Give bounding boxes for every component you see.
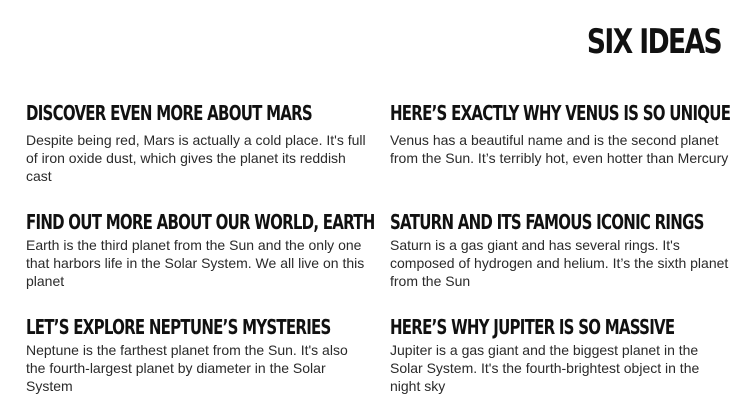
idea-neptune [26,315,366,395]
idea-earth [26,210,375,290]
idea-body: Saturn is a gas giant and has several rings. It's composed of hydrogen and helium. It’s the sixth planet from the Sun [390,237,729,289]
idea-body: Despite being red, Mars is actually a cold place. It's full of iron oxide dust, which gives the planet its reddish cast [26,132,366,184]
idea-mars [26,101,366,185]
idea-heading: SATURN AND ITS FAMOUS ICONIC RINGS [390,210,704,234]
idea-body: Neptune is the farthest planet from the Sun. It's also the fourth-largest planet by diameter in the Solar System [26,342,348,394]
idea-body: Venus has a beautiful name and is the second planet from the Sun. It’s terribly hot, even hotter than Mercury [390,132,729,166]
idea-jupiter [390,315,730,395]
idea-heading: DISCOVER EVEN MORE ABOUT MARS [26,101,312,125]
idea-heading: HERE’S EXACTLY WHY VENUS IS SO UNIQUE [390,101,731,125]
idea-heading: LET’S EXPLORE NEPTUNE’S MYSTERIES [26,315,331,339]
idea-heading: HERE’S WHY JUPITER IS SO MASSIVE [390,315,675,339]
idea-saturn [390,210,730,290]
idea-venus [390,101,730,167]
idea-heading: FIND OUT MORE ABOUT OUR WORLD, EARTH [26,210,375,234]
slide-title: SIX IDEAS [586,22,721,62]
idea-body: Earth is the third planet from the Sun and the only one that harbors life in the Solar System. We all live on this planet [26,237,365,289]
idea-body: Jupiter is a gas giant and the biggest planet in the Solar System. It's the fourth-brightest object in the night sky [390,342,700,394]
